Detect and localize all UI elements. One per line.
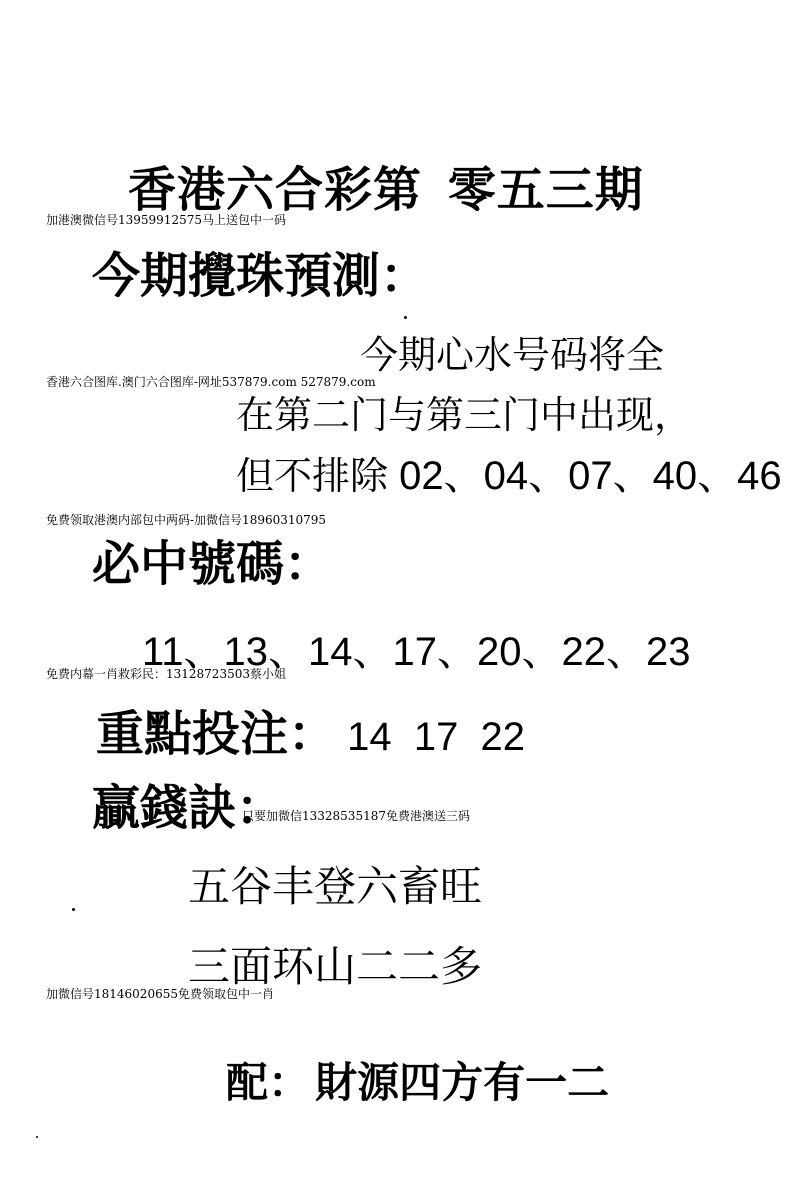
prediction-line-3	[236, 456, 782, 496]
must-hit-heading: 必中號碼：	[92, 536, 333, 592]
title-issue: 零五三期	[447, 162, 644, 218]
ad-line-4: 免费内幕一肖救彩民：13128723503蔡小姐	[46, 667, 286, 681]
prediction-heading: 今期攪珠預測：	[92, 248, 429, 304]
match-text: 財源四方有一二	[315, 1058, 610, 1107]
prediction-line-3-prefix: 但不排除	[236, 454, 389, 498]
ad-line-2: 香港六合图库.澳门六合图库-网址537879.com 527879.com	[46, 375, 376, 389]
page-title	[128, 162, 644, 218]
title-main: 香港六合彩第	[128, 162, 423, 218]
ad-line-5: 只要加微信13328535187免费港澳送三码	[242, 809, 470, 823]
tips-heading: 贏錢訣：	[92, 780, 285, 836]
tips-row	[92, 780, 285, 836]
ad-line-6: 加微信号18146020655免费领取包中一肖	[46, 987, 274, 1001]
key-bet-heading: 重點投注：	[96, 706, 337, 762]
match-label: 配：	[226, 1058, 311, 1107]
key-bet-row	[96, 706, 526, 762]
ad-line-3: 免费领取港澳内部包中两码-加微信号18960310795	[46, 513, 327, 527]
must-hit-numbers: 11、13、14、17、20、22、23	[142, 630, 691, 674]
speck-mark-2	[72, 908, 75, 911]
ad-line-1: 加港澳微信号13959912575马上送包中一码	[46, 213, 286, 227]
speck-mark	[404, 316, 407, 319]
prediction-line-2: 在第二门与第三门中出现，	[236, 393, 693, 437]
key-bet-numbers: 14 17 22	[347, 715, 526, 759]
prediction-line-1: 今期心水号码将全	[360, 333, 665, 377]
tips-line-2: 三面环山二二多	[188, 942, 483, 991]
tips-line-1: 五谷丰登六畜旺	[188, 862, 483, 911]
match-row	[226, 1058, 610, 1107]
speck-mark-3	[36, 1136, 38, 1138]
prediction-line-3-numbers: 02、04、07、40、46	[399, 454, 782, 498]
